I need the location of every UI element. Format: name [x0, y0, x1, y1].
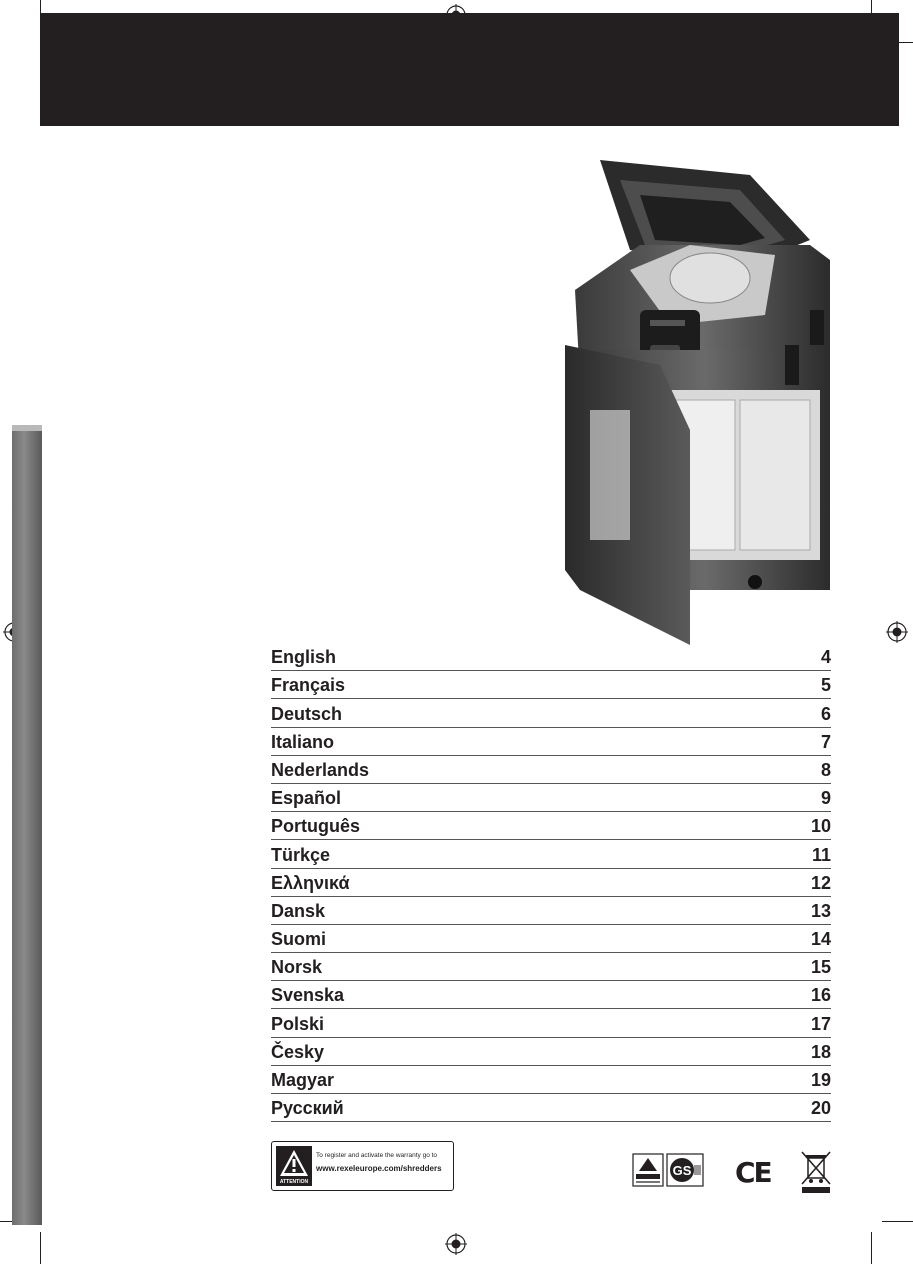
toc-row[interactable] — [271, 699, 831, 727]
toc-language: Ελληνικά — [271, 872, 350, 893]
toc-page-number: 17 — [810, 1013, 831, 1034]
header-bar — [40, 13, 899, 126]
toc-page-number: 13 — [810, 900, 831, 921]
crop-mark — [871, 1232, 872, 1264]
tuv-icon — [632, 1153, 664, 1187]
toc-language: Norsk — [271, 957, 323, 978]
toc-page-number: 5 — [820, 675, 831, 696]
toc-row[interactable] — [271, 671, 831, 699]
toc-row[interactable] — [271, 784, 831, 812]
toc-language: Suomi — [271, 929, 327, 950]
registration-mark-icon — [445, 4, 467, 26]
cover-spine-strip — [12, 425, 42, 1225]
warning-triangle-icon — [276, 1146, 312, 1186]
toc-language: Magyar — [271, 1070, 335, 1090]
toc-row[interactable] — [271, 925, 831, 953]
toc-row[interactable] — [271, 840, 831, 868]
toc-language: Deutsch — [271, 703, 343, 724]
crop-mark — [882, 42, 913, 43]
toc-row[interactable] — [271, 728, 831, 756]
toc-row[interactable] — [271, 812, 831, 840]
toc-language: Português — [271, 816, 361, 837]
shredder-product-image — [560, 150, 840, 650]
registration-mark-icon — [445, 1233, 467, 1255]
toc-page-number: 20 — [810, 1098, 831, 1119]
toc-page-number: 15 — [810, 957, 831, 978]
toc-row[interactable] — [271, 1094, 831, 1122]
toc-row[interactable] — [271, 643, 831, 671]
gs-mark-icon — [666, 1153, 704, 1187]
toc-row[interactable] — [271, 756, 831, 784]
warranty-url[interactable]: www.rexeleurope.com/shredders — [316, 1164, 442, 1173]
gs-mark-label: GS — [672, 1163, 692, 1178]
warranty-notice — [271, 1141, 454, 1191]
toc-language: Česky — [271, 1041, 325, 1062]
toc-page-number: 14 — [810, 929, 831, 950]
toc-language: Français — [271, 675, 346, 696]
toc-page-number: 9 — [820, 788, 831, 809]
toc-language: Svenska — [271, 985, 345, 1006]
toc-language: Italiano — [271, 731, 335, 752]
crop-mark — [40, 1232, 41, 1264]
toc-page-number: 8 — [820, 759, 831, 780]
toc-language: Español — [271, 788, 342, 809]
toc-page-number: 11 — [811, 844, 831, 865]
toc-row[interactable] — [271, 953, 831, 981]
crop-mark — [40, 0, 41, 32]
toc-page-number: 12 — [810, 872, 831, 893]
toc-page-number: 16 — [810, 985, 831, 1006]
toc-row[interactable] — [271, 869, 831, 897]
crop-mark — [882, 1221, 913, 1222]
toc-language: Русский — [271, 1098, 344, 1119]
toc-row[interactable] — [271, 981, 831, 1009]
language-index — [271, 643, 831, 1122]
ce-mark-icon: CE — [735, 1156, 771, 1189]
toc-row[interactable] — [271, 897, 831, 925]
toc-page-number: 4 — [820, 647, 831, 668]
weee-bin-icon — [800, 1150, 832, 1194]
toc-row[interactable] — [271, 1009, 831, 1037]
toc-language: Türkçe — [271, 844, 331, 865]
toc-page-number: 18 — [810, 1041, 831, 1062]
toc-page-number: 19 — [810, 1070, 831, 1090]
crop-mark — [871, 0, 872, 32]
warranty-instruction: To register and activate the warranty go to — [316, 1152, 438, 1159]
toc-language: Dansk — [271, 900, 326, 921]
toc-row[interactable] — [271, 1066, 831, 1094]
registration-mark-icon — [886, 621, 908, 643]
toc-page-number: 7 — [820, 731, 831, 752]
toc-language: Polski — [271, 1013, 325, 1034]
toc-page-number: 6 — [820, 703, 831, 724]
toc-page-number: 10 — [810, 816, 831, 837]
toc-row[interactable] — [271, 1038, 831, 1066]
warning-icon-label: ATTENTION — [279, 1179, 309, 1185]
toc-language: Nederlands — [271, 759, 370, 780]
toc-language: English — [271, 647, 337, 668]
